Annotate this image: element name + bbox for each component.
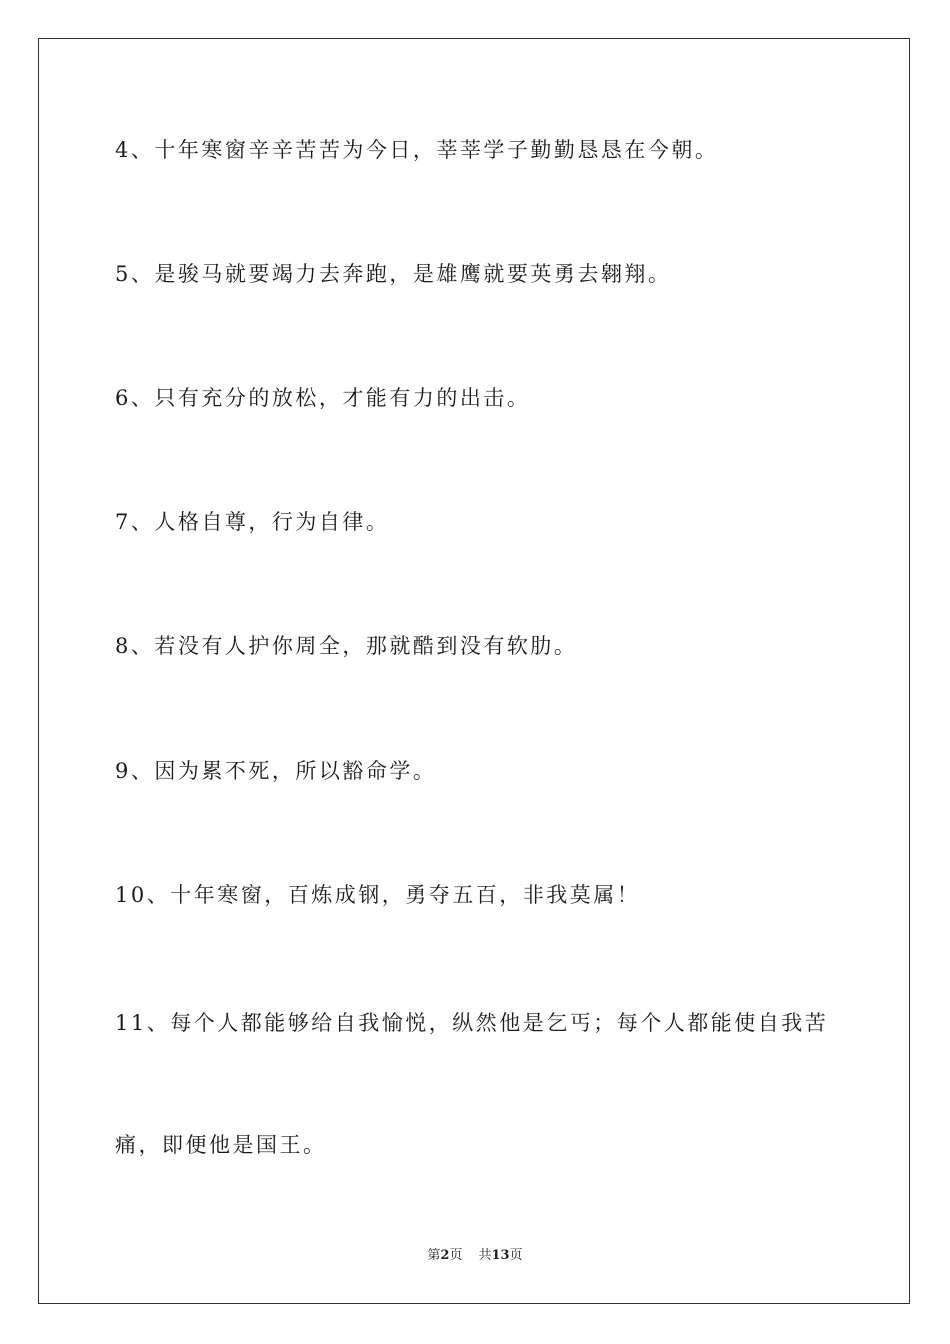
current-page-number: 2 bbox=[440, 1248, 450, 1263]
text-line-item-4: 4、十年寒窗辛辛苦苦为今日，莘莘学子勤勤恳恳在今朝。 bbox=[115, 138, 719, 162]
text-line-item-9: 9、因为累不死，所以豁命学。 bbox=[115, 759, 437, 783]
total-page-count: 13 bbox=[491, 1248, 510, 1263]
total-pages-suffix: 页 bbox=[509, 1248, 523, 1263]
text-line-item-6: 6、只有充分的放松，才能有力的出击。 bbox=[115, 386, 531, 410]
page-number-suffix: 页 bbox=[449, 1248, 463, 1263]
text-line-item-8: 8、若没有人护你周全，那就酷到没有软肋。 bbox=[115, 634, 578, 658]
text-line-item-5: 5、是骏马就要竭力去奔跑，是雄鹰就要英勇去翱翔。 bbox=[115, 262, 672, 286]
text-line-item-10: 10、十年寒窗，百炼成钢，勇夺五百，非我莫属！ bbox=[115, 883, 641, 907]
page-border bbox=[38, 38, 910, 1304]
page-number-prefix: 第 bbox=[427, 1248, 441, 1263]
page-footer bbox=[0, 1247, 950, 1265]
text-line-item-11: 11、每个人都能够给自我愉悦，纵然他是乞丐；每个人都能使自我苦 bbox=[115, 1011, 829, 1035]
total-pages-prefix: 共 bbox=[478, 1248, 492, 1263]
text-line-item-11-continued: 痛，即便他是国王。 bbox=[115, 1133, 327, 1157]
text-line-item-7: 7、人格自尊，行为自律。 bbox=[115, 510, 390, 534]
